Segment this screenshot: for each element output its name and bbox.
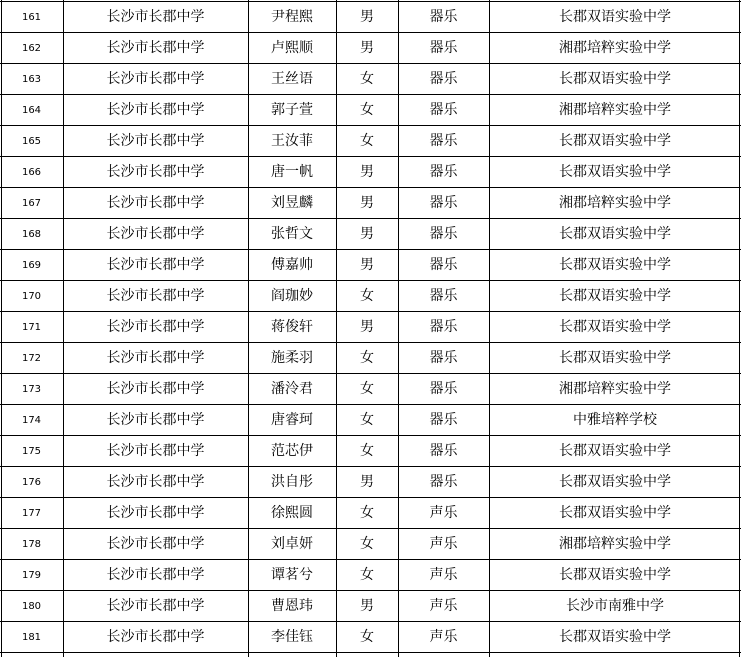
cell-school: 长沙市长郡中学 bbox=[106, 102, 205, 118]
cell-gender: 男 bbox=[360, 474, 374, 490]
cell-category: 器乐 bbox=[429, 381, 458, 397]
cell-school: 长沙市长郡中学 bbox=[106, 629, 205, 645]
table-row bbox=[0, 343, 741, 374]
cell-student-name: 曹恩玮 bbox=[271, 598, 313, 614]
cell-school: 长沙市长郡中学 bbox=[106, 257, 205, 273]
grid-line-horizontal bbox=[0, 621, 741, 622]
cell-category: 器乐 bbox=[429, 257, 458, 273]
cell-number: 170 bbox=[21, 291, 42, 302]
grid-line-horizontal bbox=[0, 528, 741, 529]
cell-school: 长沙市长郡中学 bbox=[106, 71, 205, 87]
cell-number: 164 bbox=[21, 105, 42, 116]
table-row bbox=[0, 157, 741, 188]
cell-target-school: 长郡双语实验中学 bbox=[559, 443, 671, 459]
cell-gender: 女 bbox=[360, 288, 374, 304]
cell-student-name: 洪自彤 bbox=[271, 474, 313, 490]
cell-category: 声乐 bbox=[429, 629, 458, 645]
cell-target-school: 长郡双语实验中学 bbox=[559, 629, 671, 645]
grid-line-horizontal bbox=[0, 497, 741, 498]
cell-gender: 女 bbox=[360, 350, 374, 366]
cell-target-school: 长郡双语实验中学 bbox=[559, 350, 671, 366]
cell-gender: 女 bbox=[360, 443, 374, 459]
cell-category: 器乐 bbox=[429, 195, 458, 211]
cell-target-school: 长郡双语实验中学 bbox=[559, 164, 671, 180]
cell-number: 172 bbox=[21, 353, 42, 364]
cell-school: 长沙市长郡中学 bbox=[106, 598, 205, 614]
cell-student-name: 施柔羽 bbox=[271, 350, 313, 366]
cell-target-school: 湘郡培粹实验中学 bbox=[559, 536, 671, 552]
table-row bbox=[0, 2, 741, 33]
grid-line-horizontal bbox=[0, 466, 741, 467]
cell-number: 161 bbox=[21, 12, 42, 23]
cell-student-name: 唐一帆 bbox=[271, 164, 313, 180]
table-row bbox=[0, 529, 741, 560]
cell-category: 器乐 bbox=[429, 9, 458, 25]
cell-school: 长沙市长郡中学 bbox=[106, 40, 205, 56]
table-row bbox=[0, 498, 741, 529]
grid-line-horizontal bbox=[0, 559, 741, 560]
cell-number: 166 bbox=[21, 167, 42, 178]
cell-target-school: 长郡双语实验中学 bbox=[559, 319, 671, 335]
grid-line-horizontal bbox=[0, 342, 741, 343]
grid-line-horizontal bbox=[0, 249, 741, 250]
table-row bbox=[0, 467, 741, 498]
cell-category: 器乐 bbox=[429, 102, 458, 118]
cell-category: 器乐 bbox=[429, 319, 458, 335]
cell-target-school: 湘郡培粹实验中学 bbox=[559, 381, 671, 397]
cell-student-name: 谭茗兮 bbox=[271, 567, 313, 583]
cell-category: 器乐 bbox=[429, 71, 458, 87]
cell-student-name: 刘卓妍 bbox=[271, 536, 313, 552]
cell-school: 长沙市长郡中学 bbox=[106, 319, 205, 335]
cell-target-school: 长郡双语实验中学 bbox=[559, 133, 671, 149]
grid-line-vertical bbox=[1, 0, 2, 657]
cell-category: 声乐 bbox=[429, 567, 458, 583]
cell-category: 声乐 bbox=[429, 505, 458, 521]
cell-category: 器乐 bbox=[429, 412, 458, 428]
table-row bbox=[0, 33, 741, 64]
cell-target-school: 长郡双语实验中学 bbox=[559, 567, 671, 583]
cell-number: 168 bbox=[21, 229, 42, 240]
cell-target-school: 长郡双语实验中学 bbox=[559, 71, 671, 87]
grid-line-horizontal bbox=[0, 373, 741, 374]
grid-line-horizontal bbox=[0, 280, 741, 281]
cell-number: 171 bbox=[21, 322, 42, 333]
cell-student-name: 唐睿珂 bbox=[271, 412, 313, 428]
cell-school: 长沙市长郡中学 bbox=[106, 474, 205, 490]
cell-target-school: 湘郡培粹实验中学 bbox=[559, 195, 671, 211]
grid-line-horizontal bbox=[0, 156, 741, 157]
cell-student-name: 张哲文 bbox=[271, 226, 313, 242]
table-row bbox=[0, 95, 741, 126]
cell-number: 162 bbox=[21, 43, 42, 54]
cell-student-name: 范芯伊 bbox=[271, 443, 313, 459]
cell-gender: 男 bbox=[360, 598, 374, 614]
cell-gender: 女 bbox=[360, 71, 374, 87]
cell-gender: 男 bbox=[360, 226, 374, 242]
cell-target-school: 中雅培粹学校 bbox=[573, 412, 657, 428]
cell-school: 长沙市长郡中学 bbox=[106, 9, 205, 25]
grid-line-horizontal bbox=[0, 187, 741, 188]
cell-target-school: 长郡双语实验中学 bbox=[559, 226, 671, 242]
cell-number: 175 bbox=[21, 446, 42, 457]
grid-line-horizontal bbox=[0, 63, 741, 64]
table-row bbox=[0, 560, 741, 591]
grid-line-vertical bbox=[398, 0, 399, 657]
cell-school: 长沙市长郡中学 bbox=[106, 505, 205, 521]
cell-category: 器乐 bbox=[429, 133, 458, 149]
cell-gender: 女 bbox=[360, 412, 374, 428]
cell-student-name: 蒋俊轩 bbox=[271, 319, 313, 335]
cell-school: 长沙市长郡中学 bbox=[106, 226, 205, 242]
grid-line-vertical bbox=[63, 0, 64, 657]
cell-school: 长沙市长郡中学 bbox=[106, 288, 205, 304]
grid-line-vertical bbox=[739, 0, 740, 657]
cell-number: 173 bbox=[21, 384, 42, 395]
cell-student-name: 王丝语 bbox=[271, 71, 313, 87]
cell-student-name: 王汝菲 bbox=[271, 133, 313, 149]
table-row bbox=[0, 436, 741, 467]
cell-gender: 女 bbox=[360, 381, 374, 397]
cell-category: 器乐 bbox=[429, 350, 458, 366]
cell-number: 178 bbox=[21, 539, 42, 550]
cell-number: 163 bbox=[21, 74, 42, 85]
table-row bbox=[0, 405, 741, 436]
cell-student-name: 傅嘉帅 bbox=[271, 257, 313, 273]
cell-category: 器乐 bbox=[429, 288, 458, 304]
cell-gender: 男 bbox=[360, 9, 374, 25]
cell-student-name: 徐熙圆 bbox=[271, 505, 313, 521]
cell-school: 长沙市长郡中学 bbox=[106, 443, 205, 459]
table-row bbox=[0, 219, 741, 250]
cell-gender: 男 bbox=[360, 195, 374, 211]
grid-line-horizontal bbox=[0, 32, 741, 33]
grid-line-horizontal bbox=[0, 1, 741, 2]
cell-category: 器乐 bbox=[429, 226, 458, 242]
grid-line-horizontal bbox=[0, 125, 741, 126]
cell-number: 169 bbox=[21, 260, 42, 271]
cell-target-school: 湘郡培粹实验中学 bbox=[559, 102, 671, 118]
cell-number: 167 bbox=[21, 198, 42, 209]
cell-gender: 女 bbox=[360, 133, 374, 149]
cell-category: 声乐 bbox=[429, 536, 458, 552]
cell-category: 器乐 bbox=[429, 40, 458, 56]
cell-student-name: 卢熙顺 bbox=[271, 40, 313, 56]
cell-target-school: 湘郡培粹实验中学 bbox=[559, 40, 671, 56]
grid-line-vertical bbox=[336, 0, 337, 657]
table-row bbox=[0, 312, 741, 343]
cell-school: 长沙市长郡中学 bbox=[106, 164, 205, 180]
cell-target-school: 长郡双语实验中学 bbox=[559, 288, 671, 304]
table-row bbox=[0, 64, 741, 95]
cell-school: 长沙市长郡中学 bbox=[106, 412, 205, 428]
grid-line-vertical bbox=[248, 0, 249, 657]
table-row bbox=[0, 188, 741, 219]
cell-category: 器乐 bbox=[429, 443, 458, 459]
cell-student-name: 潘泠君 bbox=[271, 381, 313, 397]
cell-school: 长沙市长郡中学 bbox=[106, 350, 205, 366]
grid-line-vertical bbox=[489, 0, 490, 657]
cell-number: 176 bbox=[21, 477, 42, 488]
cell-number: 181 bbox=[21, 632, 42, 643]
cell-school: 长沙市长郡中学 bbox=[106, 567, 205, 583]
cell-target-school: 长郡双语实验中学 bbox=[559, 505, 671, 521]
grid-line-horizontal bbox=[0, 590, 741, 591]
cell-gender: 男 bbox=[360, 257, 374, 273]
cell-category: 声乐 bbox=[429, 598, 458, 614]
table-row bbox=[0, 250, 741, 281]
cell-school: 长沙市长郡中学 bbox=[106, 536, 205, 552]
cell-gender: 女 bbox=[360, 505, 374, 521]
cell-gender: 女 bbox=[360, 567, 374, 583]
table-row bbox=[0, 126, 741, 157]
cell-gender: 男 bbox=[360, 319, 374, 335]
cell-school: 长沙市长郡中学 bbox=[106, 195, 205, 211]
cell-student-name: 刘昱麟 bbox=[271, 195, 313, 211]
table-row bbox=[0, 281, 741, 312]
cell-target-school: 长沙市南雅中学 bbox=[566, 598, 664, 614]
cell-target-school: 长郡双语实验中学 bbox=[559, 257, 671, 273]
cell-gender: 女 bbox=[360, 102, 374, 118]
cell-number: 174 bbox=[21, 415, 42, 426]
grid-line-horizontal bbox=[0, 404, 741, 405]
cell-number: 179 bbox=[21, 570, 42, 581]
cell-gender: 男 bbox=[360, 40, 374, 56]
cell-student-name: 阎珈妙 bbox=[271, 288, 313, 304]
table-row bbox=[0, 374, 741, 405]
grid-line-horizontal bbox=[0, 435, 741, 436]
cell-school: 长沙市长郡中学 bbox=[106, 133, 205, 149]
cell-gender: 女 bbox=[360, 629, 374, 645]
cell-gender: 男 bbox=[360, 164, 374, 180]
cell-number: 177 bbox=[21, 508, 42, 519]
cell-student-name: 李佳钰 bbox=[271, 629, 313, 645]
table-row bbox=[0, 591, 741, 622]
cell-gender: 女 bbox=[360, 536, 374, 552]
cell-category: 器乐 bbox=[429, 164, 458, 180]
grid-line-horizontal bbox=[0, 94, 741, 95]
cell-category: 器乐 bbox=[429, 474, 458, 490]
cell-number: 180 bbox=[21, 601, 42, 612]
grid-line-horizontal bbox=[0, 652, 741, 653]
cell-target-school: 长郡双语实验中学 bbox=[559, 9, 671, 25]
grid-line-horizontal bbox=[0, 218, 741, 219]
grid-line-horizontal bbox=[0, 311, 741, 312]
cell-student-name: 尹程熙 bbox=[271, 9, 313, 25]
table-row bbox=[0, 622, 741, 653]
cell-student-name: 郭子萱 bbox=[271, 102, 313, 118]
cell-school: 长沙市长郡中学 bbox=[106, 381, 205, 397]
cell-number: 165 bbox=[21, 136, 42, 147]
cell-target-school: 长郡双语实验中学 bbox=[559, 474, 671, 490]
